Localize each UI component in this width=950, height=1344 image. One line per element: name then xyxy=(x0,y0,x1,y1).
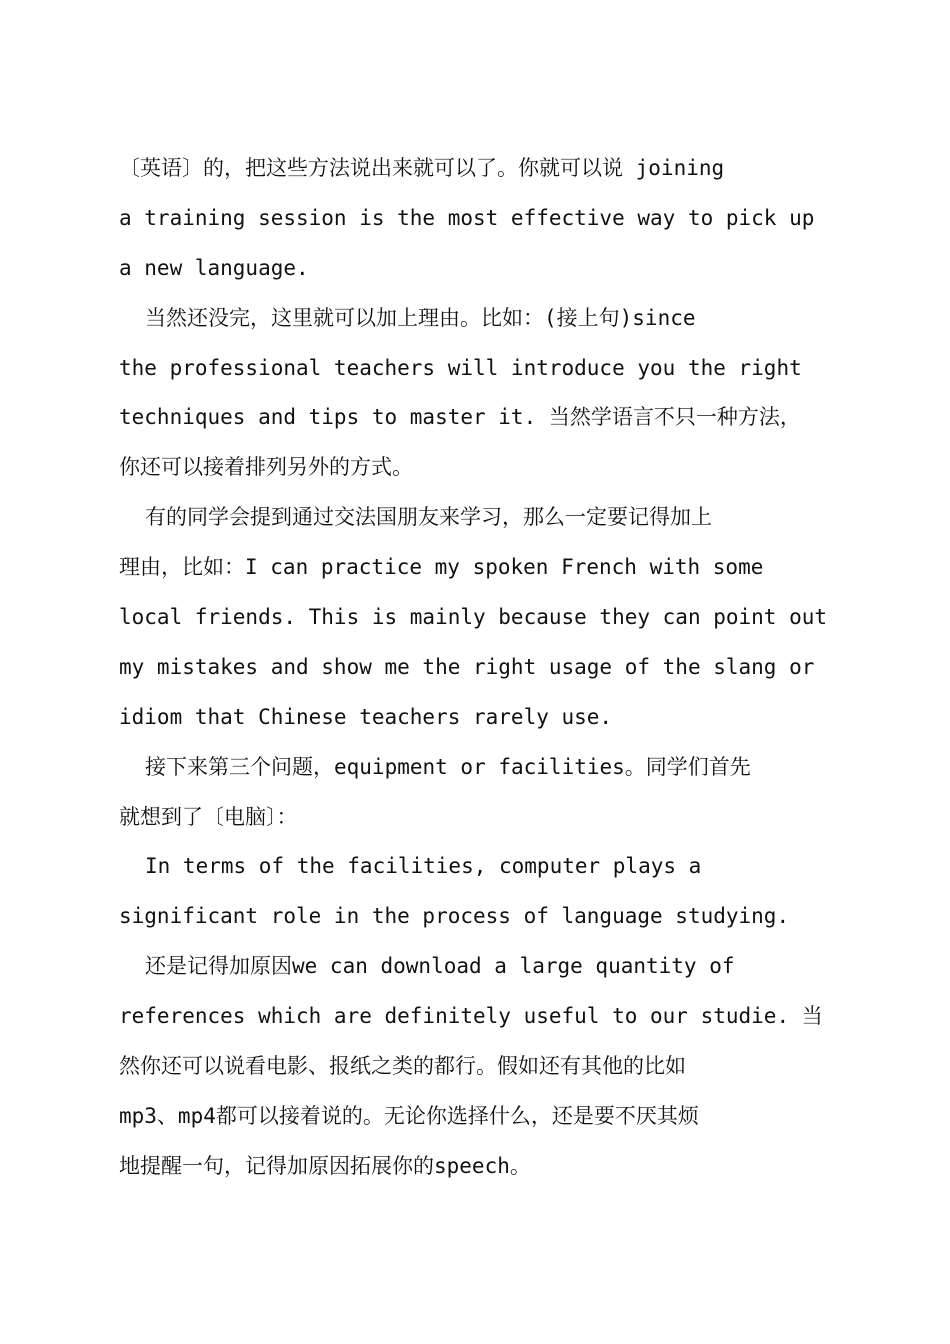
text-line: In terms of the facilities, computer plays a xyxy=(145,854,702,879)
text-line: 当然还没完，这里就可以加上理由。比如：(接上句)since xyxy=(145,305,696,330)
text-line: 〔英语〕的，把这些方法说出来就可以了。你就可以说 joining xyxy=(119,156,725,180)
text-line: the professional teachers will introduce you the right xyxy=(119,355,802,380)
text-line: 接下来第三个问题，equipment or facilities。同学们首先 xyxy=(145,754,751,779)
text-line: my mistakes and show me the right usage of the slang or xyxy=(119,654,815,679)
text-line: a training session is the most effective way to pick up xyxy=(119,205,815,230)
text-line: significant role in the process of language studying. xyxy=(119,904,790,929)
text-line: 还是记得加原因we can download a large quantity of xyxy=(145,954,735,979)
text-line: 理由，比如：I can practice my spoken French with some xyxy=(119,555,764,580)
text-line: idiom that Chinese teachers rarely use. xyxy=(119,704,613,729)
text-line: 就想到了〔电脑〕： xyxy=(119,804,298,829)
text-line: techniques and tips to master it. 当然学语言不只一种方法， xyxy=(119,405,801,430)
text-line: 有的同学会提到通过交法国朋友来学习，那么一定要记得加上 xyxy=(145,505,712,530)
text-line: mp3、mp4都可以接着说的。无论你选择什么，还是要不厌其烦 xyxy=(119,1103,699,1128)
text-line: local friends. This is mainly because they can point out xyxy=(119,605,828,630)
text-line: references which are definitely useful to our studie. 当 xyxy=(119,1004,823,1029)
text-line: 地提醒一句，记得加原因拓展你的speech。 xyxy=(119,1153,531,1178)
text-line: 然你还可以说看电影、报纸之类的都行。假如还有其他的比如 xyxy=(119,1054,686,1079)
document-body xyxy=(119,144,859,1192)
text-line: 你还可以接着排列另外的方式。 xyxy=(119,455,413,480)
text-line: a new language. xyxy=(119,255,309,280)
